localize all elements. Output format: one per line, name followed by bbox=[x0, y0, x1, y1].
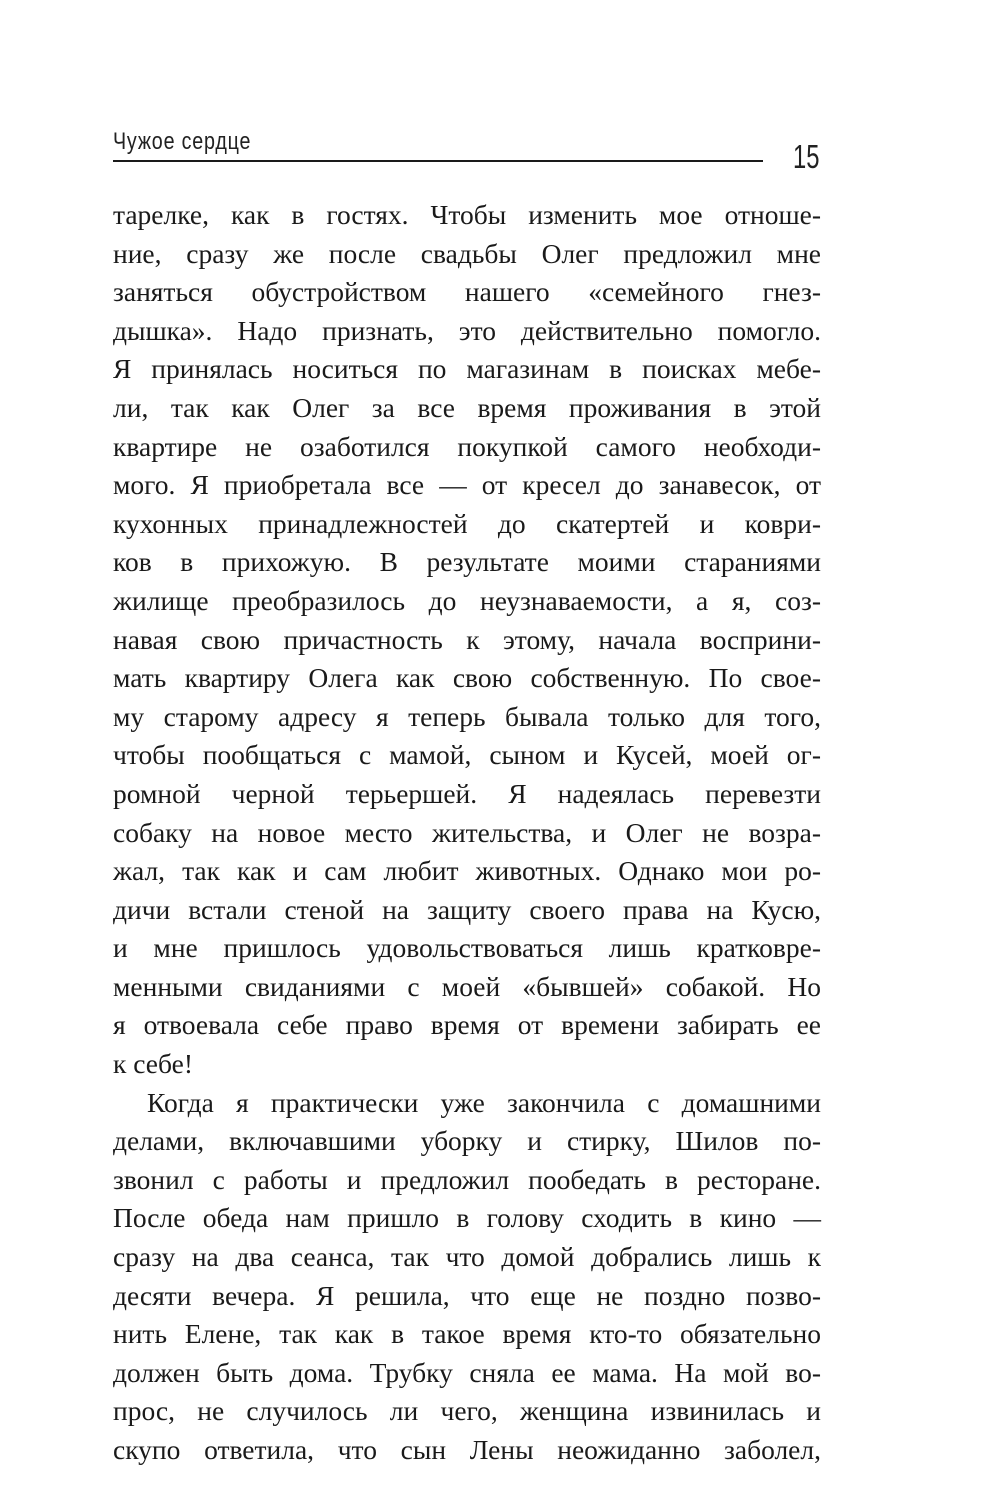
text-line: я отвоевала себе право время от времени забирать ее bbox=[113, 1009, 821, 1041]
text-line: Я принялась носиться по магазинам в поисках мебе- bbox=[113, 353, 821, 385]
text-line: ков в прихожую. В результате моими стараниями bbox=[113, 546, 821, 578]
text-line: дичи встали стеной на защиту своего права на Кусю, bbox=[113, 893, 821, 925]
text-line: После обеда нам пришло в голову сходить в кино — bbox=[113, 1202, 821, 1234]
text-line: чтобы пообщаться с мамой, сыном и Кусей, моей ог- bbox=[113, 739, 821, 771]
text-line: жал, так как и сам любит животных. Однако мои ро- bbox=[113, 855, 821, 887]
text-line: прос, не случилось ли чего, женщина извинилась и bbox=[113, 1395, 821, 1427]
text-line: ромной черной терьершей. Я надеялась перевезти bbox=[113, 777, 821, 809]
text-line: дышка». Надо признать, это действительно помогло. bbox=[113, 314, 821, 346]
text-line: мать квартиру Олега как свою собственную. По свое- bbox=[113, 662, 821, 694]
text-line: Когда я практически уже закончила с домашними bbox=[147, 1086, 821, 1118]
body-text bbox=[113, 196, 821, 1470]
text-line: ли, так как Олег за все время проживания в этой bbox=[113, 391, 821, 423]
text-line: и мне пришлось удовольствоваться лишь кратковре- bbox=[113, 932, 821, 964]
text-line: тарелке, как в гостях. Чтобы изменить мое отноше- bbox=[113, 199, 821, 230]
header-rule bbox=[113, 160, 763, 162]
text-line: квартире не озаботился покупкой самого необходи- bbox=[113, 430, 821, 462]
text-line: заняться обустройством нашего «семейного гнез- bbox=[113, 276, 821, 308]
text-line: звонил с работы и предложил пообедать в ресторане. bbox=[113, 1163, 821, 1195]
text-line: скупо ответила, что сын Лены неожиданно заболел, bbox=[113, 1434, 821, 1465]
text-line: мого. Я приобретала все — от кресел до занавесок, от bbox=[113, 469, 821, 501]
text-line: десяти вечера. Я решила, что еще не поздно позво- bbox=[113, 1279, 821, 1311]
text-line: навая свою причастность к этому, начала восприни- bbox=[113, 623, 821, 655]
text-line: му старому адресу я теперь бывала только для того, bbox=[113, 700, 821, 732]
text-line: сразу на два сеанса, так что домой добрались лишь к bbox=[113, 1241, 821, 1273]
text-line: нить Елене, так как в такое время кто-то обязательно bbox=[113, 1318, 821, 1350]
text-line: жилище преобразилось до неузнаваемости, а я, соз- bbox=[113, 584, 821, 616]
paragraph-1 bbox=[113, 196, 821, 1084]
page-number: 15 bbox=[793, 138, 820, 175]
text-line: к себе! bbox=[113, 1048, 193, 1080]
text-line: менными свиданиями с моей «бывшей» собакой. Но bbox=[113, 970, 821, 1002]
paragraph-2 bbox=[113, 1084, 821, 1470]
text-line: ние, сразу же после свадьбы Олег предложил мне bbox=[113, 237, 821, 269]
text-line: кухонных принадлежностей до скатертей и коври- bbox=[113, 507, 821, 539]
text-line: должен быть дома. Трубку сняла ее мама. На мой во- bbox=[113, 1356, 821, 1388]
running-head: Чужое сердце bbox=[113, 128, 252, 155]
text-line: делами, включавшими уборку и стирку, Шилов по- bbox=[113, 1125, 821, 1157]
text-line: собаку на новое место жительства, и Олег не возра- bbox=[113, 816, 821, 848]
